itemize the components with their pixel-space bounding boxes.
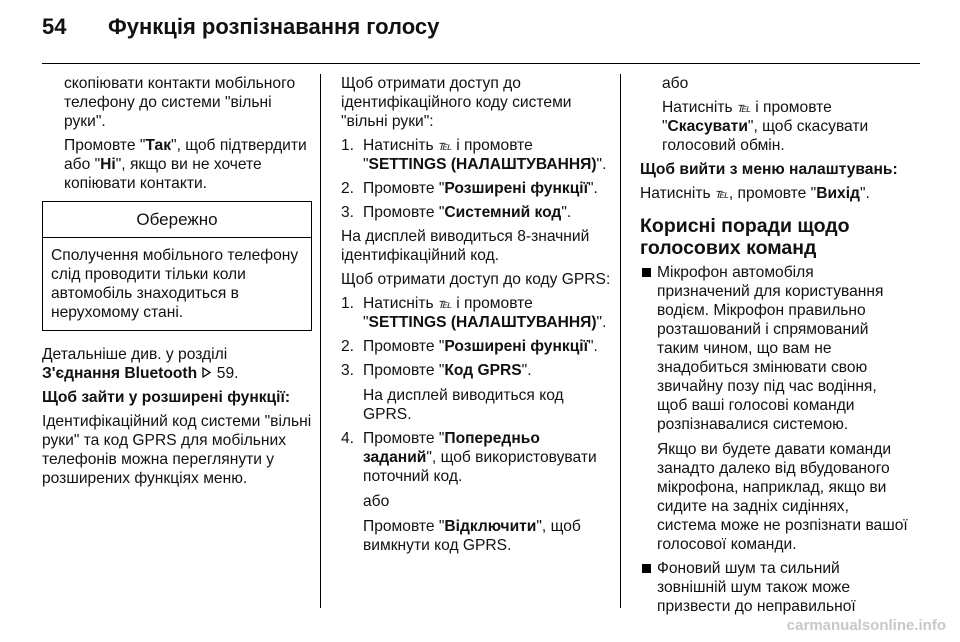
intro-system-code: Щоб отримати доступ до ідентифікаційного коду системи "вільні руки": [341,75,572,130]
page-title: Функція розпізнавання голосу [108,14,440,39]
intro-gprs: Щоб отримати доступ до коду GPRS: [341,271,611,288]
paragraph-advanced: Ідентифікаційний код системи "вільні руки" та код GPRS для мобільних телефонів можна переглянути у розширених функціях меню. [42,413,312,487]
list-item: 1. Натисніть ℡ і промовте "SETTINGS (НАЛАШТУВАННЯ)". [341,295,607,331]
bullet-square-icon [642,564,651,573]
column-1 [42,74,312,493]
text-or: або [662,75,689,92]
caution-title: Обережно [43,202,311,238]
voice-button-icon: ℡ [736,100,751,115]
list-item: 3. Промовте "Системний код". [341,204,572,221]
voice-button-icon: ℡ [437,138,452,153]
page-number: 54 [42,14,67,39]
paragraph-exit: Натисніть ℡, промовте "Вихід". [640,185,870,202]
reference-arrow-icon [201,365,212,382]
column-divider-2 [620,74,621,608]
link-bluetooth[interactable]: З'єднання Bluetooth [42,365,198,382]
paragraph-copy-contacts: скопіювати контакти мобільного телефону до системи "вільні руки". [64,75,296,130]
caution-body: Сполучення мобільного телефону слід проводити тільки коли автомобіль знаходиться в нерухомому стані. [51,247,299,321]
paragraph-display-code: На дисплей виводиться 8-значний ідентифікаційний код. [341,228,590,264]
list-item: 4. Промовте "Попередньо заданий", щоб використовувати поточний код. або Промовте "Відключити", щоб вимкнути код GPRS. [341,430,597,554]
column-2 [341,74,611,560]
list-item: Мікрофон автомобіля призначений для користування водієм. Мікрофон правильно розташований і спрямований таким чином, що вам не знадобиться змінювати свою звичайну позу під час водіння, щоб ваші голосові команди розпізнавалися системою. Якщо ви будете давати команди занадто далеко від вбудованого мікрофона, наприклад, якщо ви сидите на задніх сидіннях, система може не розпізнати вашої голосової команди. [640,263,910,554]
list-item: 2. Промовте "Розширені функції". [341,180,598,197]
page-header [42,14,439,54]
paragraph-detail: Детальніше див. у розділі З'єднання Bluetooth 59. [42,346,239,382]
list-item: 3. Промовте "Код GPRS". На дисплей виводиться код GPRS. [341,362,564,423]
bullet-square-icon [642,268,651,277]
tips-list [640,263,910,616]
heading-exit: Щоб вийти з меню налаштувань: [640,161,898,178]
list-item: 2. Промовте "Розширені функції". [341,338,598,355]
keyword-yes: Так [145,137,172,154]
caution-box [42,201,312,331]
watermark: carmanualsonline.info [786,617,946,634]
list-item: Фоновий шум та сильний зовнішній шум також може призвести до неправильної [640,559,910,616]
heading-advanced: Щоб зайти у розширені функції: [42,389,291,406]
keyword-no: Ні [100,156,116,173]
list-item: 1. Натисніть ℡ і промовте "SETTINGS (НАЛАШТУВАННЯ)". [341,137,607,173]
section-heading-tips: Корисні поради щодо голосових команд [640,215,850,259]
column-divider-1 [320,74,321,608]
paragraph-cancel: Натисніть ℡ і промовте "Скасувати", щоб скасувати голосовий обмін. [662,99,869,154]
header-divider [42,63,920,64]
column-3 [640,74,910,621]
voice-button-icon: ℡ [437,296,452,311]
voice-button-icon: ℡ [714,186,729,201]
steps-system-code [341,136,611,222]
paragraph-confirm: Промовте "Так", щоб підтвердити або "Ні", якщо ви не хочете копіювати контакти. [64,137,307,192]
steps-gprs [341,294,611,555]
